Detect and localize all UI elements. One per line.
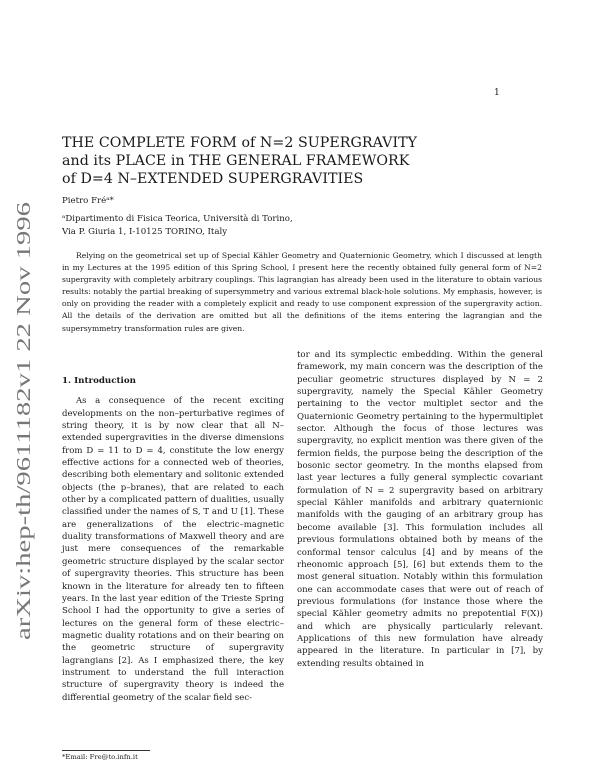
intro-paragraph-left: As a consequence of the recent exciting developments on the non–perturbative regimes of string theory, it is by now clear that all N–extended supergravities in the diverse dimensions from D = 11 to D = 4, constitute the low energy effective actions for a connected web of theories, describing both elementary and solitonic extended objects (the p–branes), that are related to each other by a complicated pattern of dualities, usually classified under the names of S, T and U [1]. These are generalizations of the electric–magnetic duality transformations of Maxwell theory and are just mere consequences of the remarkable geometric structure displayed by the scalar sector of supergravity theories. This structure has been known in the literature for already ten to fifteen years. In the last year edition of the Trieste Spring School I had the opportunity to give a series of lectures on the general form of these electric–magnetic duality rotations and on their bearing on the geometric structure of supergravity lagrangians [2]. As I emphasized there, the key instrument to understand the full interaction structure of supergravity theory is indeed the differential geometry of the scalar field sec- <box>62 396 284 703</box>
intro-paragraph-right: tor and its symplectic embedding. Within the general framework, my main concern was the description of the peculiar geometric structures displayed by N = 2 supergravity, namely the Special Kähler Geometry pertaining to the vector multiplet sector and the Quaternionic Geometry pertaining to the hypermultiplet sector. Although the focus of those lectures was supergravity, no explicit mention was there given of the fermion fields, the purpose being the description of the bosonic sector geometry. In the months elapsed from last year lectures a fully general symplectic covariant formulation of N = 2 supergravity based on arbitrary special Kähler manifolds and arbitrary quaternionic manifolds with the gauging of an arbitrary group has become available [3]. This formulation includes all previous formulations obtained both by means of the conformal tensor calculus [4] and by means of the rheonomic approach [5], [6] but extends them to the most general situation. Notably within this formulation one can accommodate cases that were out of reach of previous formulations (for instance those where the special Kähler geometry admits no prepotential F(X)) and which are physically particularly relevant. Applications of this new formulation have already appeared in the literature. In particular in [7], by extending results obtained in <box>297 350 543 669</box>
paper-title <box>62 134 482 188</box>
affiliation <box>62 213 293 239</box>
section-heading: 1. Introduction <box>62 376 136 386</box>
footnote: *Email: Fre@to.infn.it <box>62 753 138 761</box>
right-column <box>297 349 543 670</box>
abstract: Relying on the geometrical set up of Special Kähler Geometry and Quaternionic Geometry, which I discussed at length in my Lectures at the 1995 edition of this Spring School, I present here the recently obtained fully general form of N=2 supergravity with completely arbitrary couplings. This lagrangian has already been used in the literature to obtain various results: notably the partial breaking of supersymmetry and various extremal black-hole solutions. My emphasis, however, is only on providing the reader with a completely explicit and ready to use component expression of the supergravity action. All the details of the derivation are omitted but all the definitions of the items entering the lagrangian and the supersymmetry transformation rules are given. <box>62 251 542 333</box>
affiliation-line-1: ᵃDipartimento di Fisica Teorica, Università di Torino, <box>62 214 293 224</box>
page-number: 1 <box>494 88 500 98</box>
author-name: Pietro Fréᵃ* <box>62 196 114 206</box>
title-line-3: of D=4 N–EXTENDED SUPERGRAVITIES <box>62 171 364 187</box>
arxiv-side-label <box>0 198 42 640</box>
footnote-rule <box>62 750 150 751</box>
left-column <box>62 375 284 704</box>
title-line-2: and its PLACE in THE GENERAL FRAMEWORK <box>62 153 410 169</box>
affiliation-line-2: Via P. Giuria 1, I-10125 TORINO, Italy <box>62 227 228 237</box>
title-line-1: THE COMPLETE FORM of N=2 SUPERGRAVITY <box>62 135 418 151</box>
arxiv-identifier: arXiv:hep-th/9611182v1 22 Nov 1996 <box>13 334 35 640</box>
